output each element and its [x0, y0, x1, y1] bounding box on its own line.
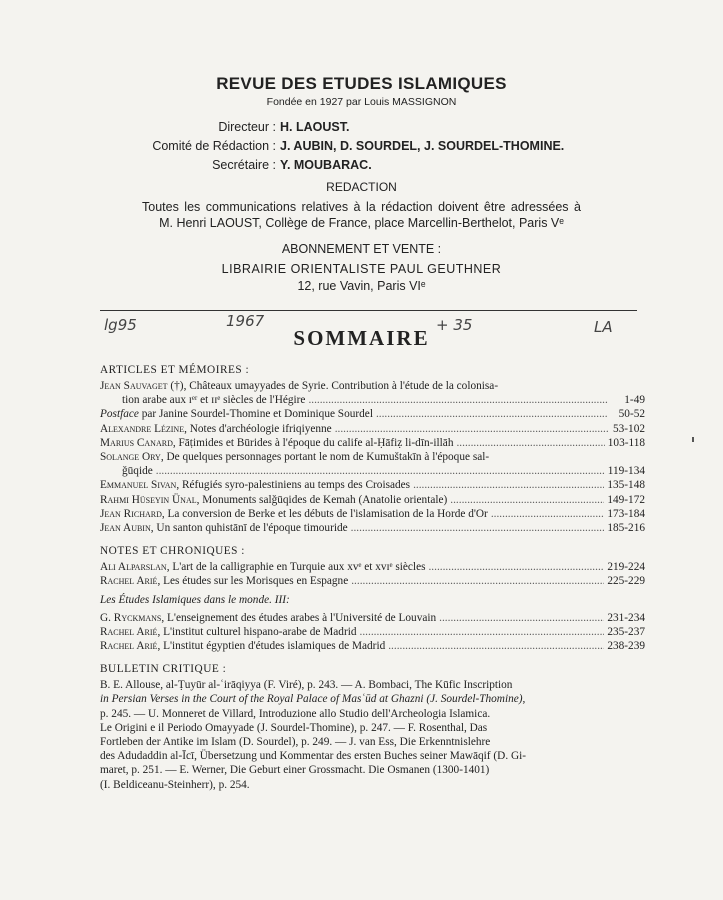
- toc-entry: [100, 611, 645, 625]
- leader-dots: [439, 611, 604, 625]
- toc-author: Rachel Arié: [100, 640, 158, 652]
- toc-pages: 219-224: [607, 561, 645, 574]
- bulletin-line: maret, p. 251. — E. Werner, Die Geburt einer Grossmacht. Die Osmanen (1300-1401): [100, 764, 490, 777]
- notes-subheading: Les Études Islamiques dans le monde. III:: [100, 594, 290, 607]
- toc-pages: 149-172: [607, 493, 645, 506]
- publisher-address: 12, rue Vavin, Paris VIᵉ: [297, 279, 426, 293]
- toc-entry: [100, 560, 645, 574]
- leader-dots: [413, 478, 604, 492]
- director-value: H. LAOUST.: [280, 120, 350, 134]
- toc-author: Emmanuel Sivan: [100, 479, 177, 492]
- toc-pages: 1-49: [624, 394, 645, 407]
- table-of-contents: [100, 362, 645, 792]
- toc-title: , L'institut culturel hispano-arabe de Madrid: [157, 625, 357, 638]
- leader-dots: [388, 639, 604, 653]
- toc-title: , Châteaux umayyades de Syrie. Contribution à l'étude de la colonisa-: [183, 380, 499, 392]
- articles-heading: ARTICLES ET MÉMOIRES :: [100, 364, 250, 376]
- toc-title: , Les études sur les Morisques en Espagne: [157, 575, 349, 588]
- leader-dots: [351, 574, 604, 588]
- toc-pages: 235-237: [607, 625, 645, 638]
- toc-author: Alexandre Lézine: [100, 422, 185, 435]
- handwritten-volume: + 35: [436, 316, 473, 334]
- toc-title: , Un santon quhistānī de l'époque timouride: [150, 521, 348, 534]
- toc-entry: [100, 625, 645, 639]
- leader-dots: [428, 560, 604, 574]
- toc-lead: Postface: [100, 408, 139, 421]
- leader-dots: [491, 507, 605, 521]
- staff-block: [0, 118, 723, 178]
- notes-heading: NOTES ET CHRONIQUES :: [100, 545, 245, 558]
- toc-pages: 119-134: [607, 465, 645, 478]
- toc-author: Rachel Arié: [100, 625, 158, 638]
- leader-dots: [360, 625, 605, 639]
- committee-label: Comité de Rédaction :: [152, 139, 276, 153]
- toc-author: Jean Aubin: [100, 521, 151, 534]
- bulletin-line: (I. Beldiceanu-Steinherr), p. 254.: [100, 778, 250, 791]
- toc-title: , De quelques personnages portant le nom de Kumuštakīn à l'époque sal-: [160, 450, 490, 463]
- toc-title: tion arabe aux ɪᵉʳ et ɪɪᵉ siècles de l'Hégire: [122, 394, 306, 407]
- leader-dots: [450, 493, 604, 507]
- director-label: Directeur :: [218, 120, 276, 134]
- journal-title: REVUE DES ETUDES ISLAMIQUES: [216, 74, 507, 93]
- margin-mark: [692, 437, 694, 442]
- toc-entry: [100, 379, 645, 393]
- leader-dots: [456, 436, 604, 450]
- toc-pages: 173-184: [607, 507, 645, 520]
- redaction-heading: REDACTION: [326, 180, 397, 194]
- toc-entry: [100, 450, 645, 464]
- toc-pages: 50-52: [618, 408, 645, 421]
- committee-value: J. AUBIN, D. SOURDEL, J. SOURDEL-THOMINE.: [280, 139, 565, 153]
- toc-entry: [100, 639, 645, 653]
- toc-title: , L'institut égyptien d'études islamiques de Madrid: [157, 640, 386, 652]
- horizontal-rule: [100, 310, 637, 311]
- bulletin-line: B. E. Allouse, al-Ṭuyūr al-ʿirāqiyya (F. Viré), p. 243. — A. Bombaci, The Kūfic Inscription: [100, 679, 513, 692]
- toc-pages: 53-102: [612, 422, 645, 435]
- bulletin-line: Fortleben der Antike im Islam (D. Sourdel), p. 249. — J. van Ess, Die Erkenntnislehre: [100, 735, 491, 748]
- toc-entry: [100, 574, 645, 588]
- toc-title: , La conversion de Berke et les débuts de l'islamisation de la Horde d'Or: [161, 507, 488, 520]
- toc-author: Rachel Arié: [100, 575, 158, 588]
- toc-entry: [100, 436, 645, 450]
- toc-title: , Monuments salǧūqides de Kemah (Anatolie orientale): [196, 493, 448, 506]
- toc-title: , Notes d'archéologie ifriqiyenne: [184, 422, 332, 435]
- publisher-name: LIBRAIRIE ORIENTALISTE PAUL GEUTHNER: [221, 262, 502, 276]
- toc-author: Jean Sauvaget (†): [100, 380, 184, 392]
- leader-dots: [376, 407, 608, 421]
- toc-entry: [100, 422, 645, 436]
- toc-title: , L'enseignement des études arabes à l'Université de Louvain: [161, 611, 437, 624]
- secretary-label: Secrétaire :: [212, 158, 276, 172]
- toc-author: Jean Richard: [100, 507, 162, 520]
- founded-line: Fondée en 1927 par Louis MASSIGNON: [266, 96, 457, 108]
- toc-author: Marius Canard: [100, 436, 173, 449]
- toc-entry: [100, 507, 645, 521]
- toc-author: Rahmi Hüseyin Ünal: [100, 493, 197, 506]
- toc-entry: [100, 393, 645, 407]
- leader-dots: [351, 521, 605, 535]
- toc-author: Ali Alparslan: [100, 561, 167, 574]
- toc-entry: [100, 407, 645, 421]
- toc-title: ǧūqide: [122, 465, 153, 478]
- toc-title: , L'art de la calligraphie en Turquie aux xvᵉ et xvɪᵉ siècles: [166, 561, 426, 574]
- redaction-line-1: Toutes les communications relatives à la rédaction doivent être adressées à: [142, 200, 581, 214]
- bulletin-line: des Adudaddin al-Īcī, Übersetzung und Kommentar des ersten Buches seiner Mawāqif (D. Gi-: [100, 750, 527, 763]
- bulletin-line: in Persian Verses in the Court of the Royal Palace of Masʿūd at Ghazni (J. Sourdel-Thomine),: [100, 693, 526, 706]
- toc-title: par Janine Sourdel-Thomine et Dominique Sourdel: [138, 408, 373, 421]
- bulletin-line: p. 245. — U. Monneret de Villard, Introduzione allo Studio dell'Archeologia Islamica.: [100, 707, 491, 720]
- handwritten-year: 1967: [226, 312, 265, 330]
- bulletin-line: Le Origini e il Periodo Omayyade (J. Sourdel-Thomine), p. 247. — F. Rosenthal, Das: [100, 721, 488, 734]
- bulletin-heading: BULLETIN CRITIQUE :: [100, 663, 227, 676]
- toc-pages: 225-229: [607, 575, 645, 588]
- handwritten-shelfmark: lg95: [104, 316, 137, 334]
- leader-dots: [308, 393, 608, 407]
- redaction-line-2: M. Henri LAOUST, Collège de France, place Marcellin-Berthelot, Paris Vᵉ: [159, 216, 564, 230]
- abonnement-heading: ABONNEMENT ET VENTE :: [281, 242, 442, 256]
- leader-dots: [335, 422, 608, 436]
- secretary-value: Y. MOUBARAC.: [280, 158, 372, 172]
- toc-entry: [100, 521, 645, 535]
- toc-pages: 103-118: [607, 436, 645, 449]
- toc-title: , Fāṭimides et Būrides à l'époque du calife al-Ḥāfiẓ li-dīn-illāh: [172, 436, 454, 449]
- toc-entry: [100, 493, 645, 507]
- toc-pages: 185-216: [607, 521, 645, 534]
- toc-title: , Réfugiés syro-palestiniens au temps des Croisades: [176, 479, 411, 492]
- sommaire-heading: SOMMAIRE: [293, 326, 430, 350]
- handwritten-initials: LA: [594, 318, 613, 336]
- toc-entry: [100, 478, 645, 492]
- toc-entry: [100, 464, 645, 478]
- toc-author: Solange Ory: [100, 450, 161, 463]
- toc-pages: 135-148: [607, 479, 645, 492]
- leader-dots: [156, 464, 605, 478]
- toc-pages: 238-239: [607, 640, 645, 652]
- toc-pages: 231-234: [607, 611, 645, 624]
- toc-author: G. Ryckmans: [100, 611, 162, 624]
